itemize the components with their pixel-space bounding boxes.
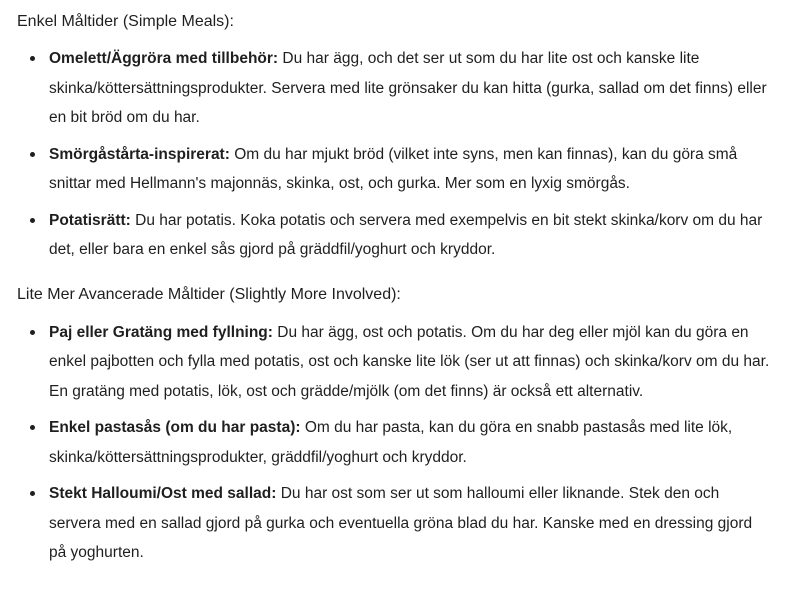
list-item-text: Du har ägg, ost och potatis. Om du har deg eller mjöl kan du göra en enkel pajbotten och fylla med potatis, ost och kanske lite lök (ser ut att finnas) och skinka/korv om du har. En gratäng med potatis, lök, ost och grädde/mjölk (om det finns) är också ett alternativ. bbox=[49, 323, 770, 400]
list-item-text: Du har ost som ser ut som halloumi eller liknande. Stek den och servera med en sallad gjord på gurka och eventuella gröna blad du har. Kanske med en dressing gjord på yoghurten. bbox=[49, 485, 753, 561]
bullet-icon bbox=[30, 56, 35, 61]
list-item-text: Om du har mjukt bröd (vilket inte syns, men kan finnas), kan du göra små snittar med Hellmann's majonnäs, skinka, ost, och gurka. Mer som en lyxig smörgås. bbox=[49, 145, 738, 192]
list-item-title: Smörgåstårta-inspirerat: bbox=[49, 145, 230, 163]
list-item-title: Stekt Halloumi/Ost med sallad: bbox=[49, 485, 277, 502]
bullet-icon bbox=[30, 491, 35, 496]
section-heading-simple-meals: Enkel Måltider (Simple Meals): bbox=[17, 13, 234, 30]
bullet-icon bbox=[30, 425, 35, 430]
list-item-halloumi bbox=[17, 479, 770, 568]
advanced-meals-list bbox=[17, 318, 770, 568]
list-item-smorgastarta bbox=[17, 140, 770, 199]
list-item-omelett bbox=[17, 44, 770, 133]
list-item-paj-gratang bbox=[17, 318, 770, 407]
list-item-title: Omelett/Äggröra med tillbehör: bbox=[49, 50, 279, 67]
list-item-pastasas bbox=[17, 413, 770, 472]
bullet-icon bbox=[30, 330, 35, 335]
list-item-potatisratt bbox=[17, 206, 770, 265]
list-item-text: Om du har pasta, kan du göra en snabb pastasås med lite lök, skinka/köttersättningsprodukter, gräddfil/yoghurt och kryddor. bbox=[49, 419, 733, 466]
list-item-title: Potatisrätt: bbox=[49, 211, 131, 229]
list-item-text: Du har ägg, och det ser ut som du har lite ost och kanske lite skinka/köttersättningsprodukter. Servera med lite grönsaker du kan hitta (gurka, sallad om det finns) eller en bit bröd om du har. bbox=[49, 50, 767, 126]
list-item-text: Du har potatis. Koka potatis och servera med exempelvis en bit stekt skinka/korv om du har det, eller bara en enkel sås gjord på gräddfil/yoghurt och kryddor. bbox=[49, 211, 763, 258]
section-heading-advanced-meals: Lite Mer Avancerade Måltider (Slightly More Involved): bbox=[17, 285, 401, 303]
bullet-icon bbox=[30, 152, 35, 157]
simple-meals-list bbox=[17, 44, 770, 265]
bullet-icon bbox=[30, 218, 35, 223]
list-item-title: Enkel pastasås (om du har pasta): bbox=[49, 419, 301, 436]
list-item-title: Paj eller Gratäng med fyllning: bbox=[49, 323, 273, 341]
